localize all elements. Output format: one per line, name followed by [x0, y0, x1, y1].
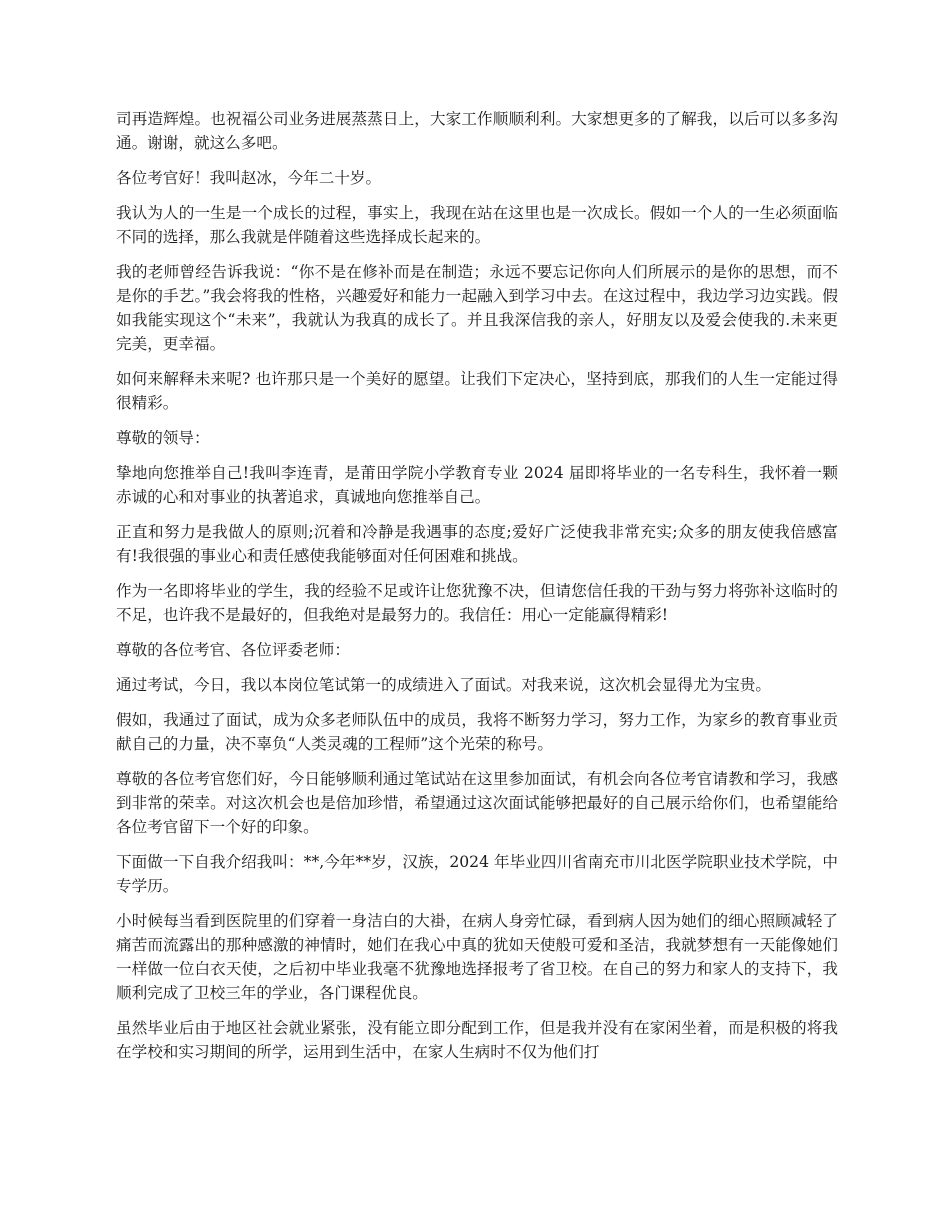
paragraph-growth-process: 我认为人的一生是一个成长的过程，事实上，我现在站在这里也是一次成长。假如一个人的一生必须面临不同的选择，那么我就是伴随着这些选择成长起来的。 [116, 204, 838, 246]
paragraph-principles: 正直和努力是我做人的原则;沉着和冷静是我遇事的态度;爱好广泛使我非常充实;众多的朋友使我倍感富有!我很强的事业心和责任感使我能够面对任何困难和挑战。 [116, 523, 838, 565]
paragraph-teacher-commitment: 假如，我通过了面试，成为众多老师队伍中的成员，我将不断努力学习，努力工作，为家乡的教育事业贡献自己的力量，决不辜负“人类灵魂的工程师”这个光荣的称号。 [116, 711, 838, 753]
paragraph-salutation-leader: 尊敬的领导： [116, 429, 210, 447]
paragraph-self-introduction: 下面做一下自我介绍我叫：**,今年**岁，汉族，2024 年毕业四川省南充市川北医学院职业技术学院，中专学历。 [116, 853, 838, 895]
paragraph-graduate-effort: 作为一名即将毕业的学生，我的经验不足或许让您犹豫不决，但请您信任我的干劲与努力将弥补这临时的不足，也许我不是最好的，但我绝对是最努力的。我信任：用心一定能赢得精彩! [116, 582, 838, 624]
paragraph-childhood-dream: 小时候每当看到医院里的们穿着一身洁白的大褂，在病人身旁忙碌，看到病人因为她们的细心照顾减轻了痛苦而流露出的那种感激的神情时，她们在我心中真的犹如天使般可爱和圣洁，我就梦想有一天能像她们一样做一位白衣天使，之后初中毕业我毫不犹豫地选择报考了省卫校。在自己的努力和家人的支持下，我顺利完成了卫校三年的学业，各门课程优良。 [116, 912, 838, 1002]
paragraph-exam-result: 通过考试，今日，我以本岗位笔试第一的成绩进入了面试。对我来说，这次机会显得尤为宝贵。 [116, 676, 771, 694]
document-body [116, 107, 838, 1075]
paragraph-future: 如何来解释未来呢? 也许那只是一个美好的愿望。让我们下定决心，坚持到底，那我们的人生一定能过得很精彩。 [116, 370, 838, 412]
paragraph-interview-honor: 尊敬的各位考官您们好，今日能够顺利通过笔试站在这里参加面试，有机会向各位考官请教和学习，我感到非常的荣幸。对这次机会也是倍加珍惜，希望通过这次面试能够把最好的自己展示给你们，也希望能给各位考官留下一个好的印象。 [116, 770, 838, 836]
paragraph-closing-remarks: 司再造辉煌。也祝福公司业务进展蒸蒸日上，大家工作顺顺利利。大家想更多的了解我，以后可以多多沟通。谢谢，就这么多吧。 [116, 110, 838, 152]
paragraph-teacher-quote: 我的老师曾经告诉我说：“你不是在修补而是在制造；永远不要忘记你向人们所展示的是你的思想，而不是你的手艺。”我会将我的性格，兴趣爱好和能力一起融入到学习中去。在这过程中，我边学习边实践。假如我能实现这个“未来”，我就认为我真的成长了。并且我深信我的亲人，好朋友以及爱会使我的.未来更完美，更幸福。 [116, 263, 838, 353]
paragraph-salutation-examiners: 尊敬的各位考官、各位评委老师： [116, 641, 350, 659]
paragraph-self-recommendation: 挚地向您推举自己!我叫李连青，是莆田学院小学教育专业 2024 届即将毕业的一名专科生，我怀着一颗赤诚的心和对事业的执著追求，真诚地向您推举自己。 [116, 464, 838, 506]
paragraph-greeting-zhao-bing: 各位考官好！我叫赵冰，今年二十岁。 [116, 169, 382, 187]
paragraph-after-graduation: 虽然毕业后由于地区社会就业紧张，没有能立即分配到工作，但是我并没有在家闲坐着，而是积极的将我在学校和实习期间的所学，运用到生活中，在家人生病时不仅为他们打 [116, 1019, 838, 1061]
